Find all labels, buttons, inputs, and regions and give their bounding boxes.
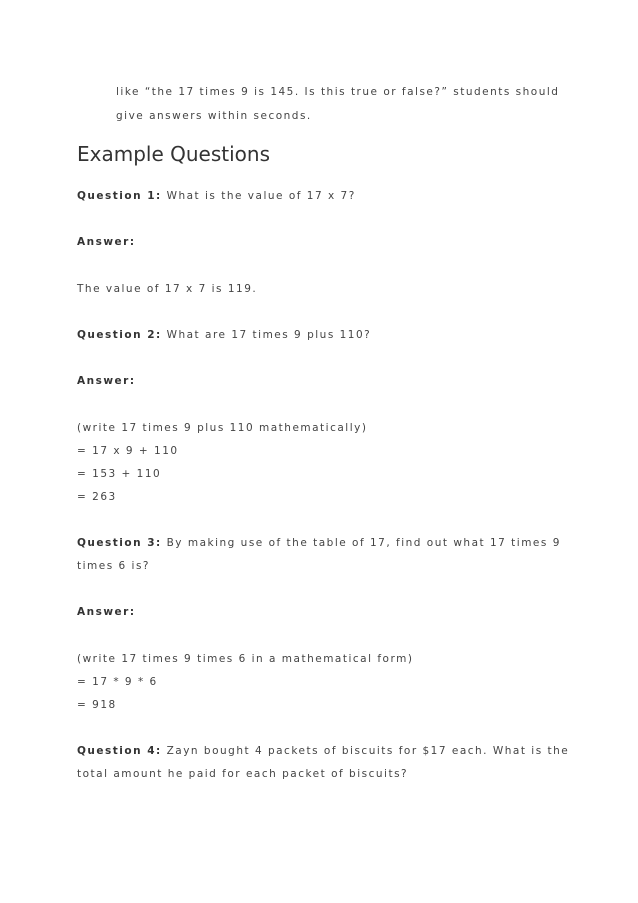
- question-4: [77, 744, 569, 758]
- intro-line-2: give answers within seconds.: [116, 110, 312, 122]
- question-1-label: Question 1:: [77, 190, 162, 202]
- section-heading: Example Questions: [77, 142, 270, 166]
- answer-2-label: Answer:: [77, 375, 136, 387]
- answer-3-label: Answer:: [77, 606, 136, 618]
- intro-line-1: like “the 17 times 9 is 145. Is this true or false?” students should: [116, 86, 560, 98]
- answer-3-step: (write 17 times 9 times 6 in a mathematical form): [77, 653, 414, 665]
- question-4-label: Question 4:: [77, 745, 162, 757]
- question-2: [77, 328, 371, 342]
- answer-2-step: = 153 + 110: [77, 468, 162, 480]
- question-2-label: Question 2:: [77, 329, 162, 341]
- answer-2-step: = 17 x 9 + 110: [77, 445, 179, 457]
- question-1-text: What is the value of 17 x 7?: [161, 190, 356, 202]
- question-3-text-line-1: By making use of the table of 17, find out what 17 times 9: [161, 537, 561, 549]
- question-3-label: Question 3:: [77, 537, 162, 549]
- answer-2-step: (write 17 times 9 plus 110 mathematically): [77, 422, 368, 434]
- answer-1-label: Answer:: [77, 236, 136, 248]
- answer-3-step: = 17 * 9 * 6: [77, 676, 158, 688]
- answer-1-text: The value of 17 x 7 is 119.: [77, 283, 258, 295]
- question-3-text-line-2: times 6 is?: [77, 560, 151, 572]
- question-1: [77, 189, 356, 203]
- question-4-text-line-1: Zayn bought 4 packets of biscuits for $17 each. What is the: [161, 745, 570, 757]
- question-3: [77, 536, 561, 550]
- question-2-text: What are 17 times 9 plus 110?: [161, 329, 372, 341]
- answer-2-step: = 263: [77, 491, 117, 503]
- question-4-text-line-2: total amount he paid for each packet of biscuits?: [77, 768, 409, 780]
- answer-3-step: = 918: [77, 699, 117, 711]
